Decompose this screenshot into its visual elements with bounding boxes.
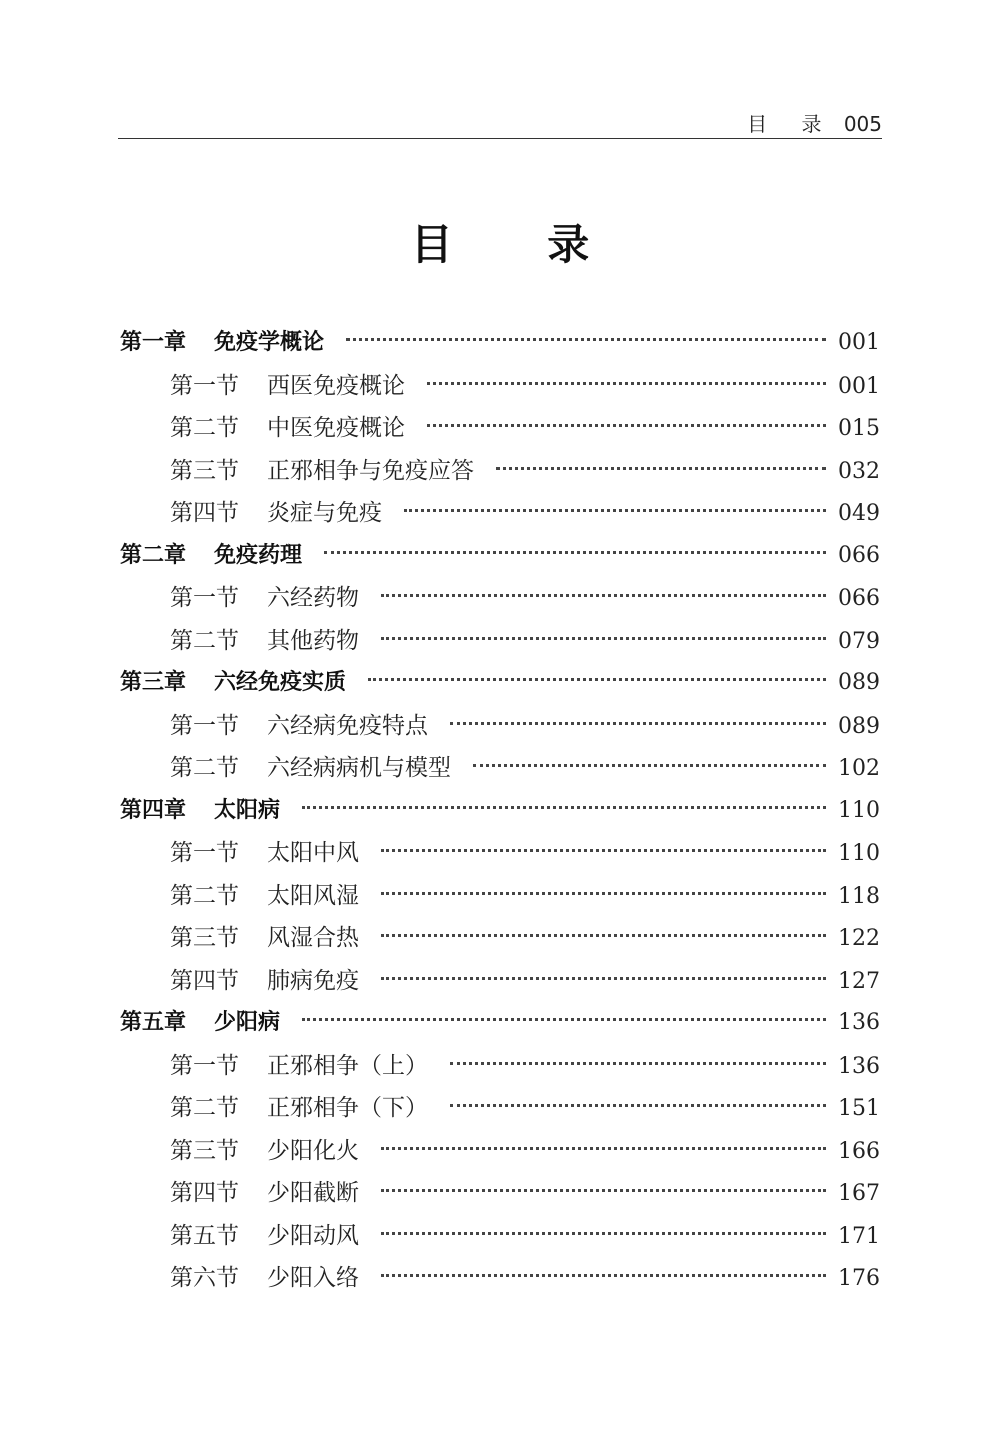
toc-chapter-entry[interactable] <box>120 662 880 705</box>
toc-chapter-entry[interactable] <box>120 790 880 833</box>
toc-page-number: 049 <box>838 501 880 526</box>
dot-leader <box>381 1147 826 1150</box>
toc-section-number: 第二节 <box>170 755 239 781</box>
dot-leader <box>381 934 826 937</box>
toc-page-number: 066 <box>838 586 880 611</box>
toc-chapter-title: 免疫学概论 <box>214 330 325 355</box>
toc-chapter-title: 六经免疫实质 <box>214 670 347 695</box>
toc-chapter-entry[interactable] <box>120 1002 880 1045</box>
dot-leader <box>381 637 826 640</box>
dot-leader <box>427 424 826 427</box>
toc-page-number: 032 <box>838 458 880 484</box>
toc-section-number: 第二节 <box>170 415 239 441</box>
page-title: 目 录 <box>410 220 630 269</box>
toc-section-entry[interactable] <box>120 747 880 790</box>
toc-chapter-entry[interactable] <box>120 535 880 578</box>
toc-section-number: 第一节 <box>170 585 239 611</box>
toc-section-number: 第一节 <box>170 712 239 739</box>
toc-section-number: 第四节 <box>170 1180 239 1206</box>
toc-section-entry[interactable] <box>120 917 880 960</box>
toc-section-title: 六经病病机与模型 <box>267 755 451 781</box>
toc-section-title: 正邪相争（上） <box>267 1052 428 1079</box>
toc-section-entry[interactable] <box>120 1087 880 1130</box>
toc-page-number: 136 <box>838 1010 880 1035</box>
toc-section-title: 少阳化火 <box>267 1137 359 1164</box>
toc-page-number: 176 <box>838 1266 880 1291</box>
toc-section-title: 少阳截断 <box>267 1180 359 1206</box>
dot-leader <box>404 509 826 512</box>
toc-page-number: 136 <box>838 1053 880 1079</box>
toc-section-title: 太阳中风 <box>267 840 359 866</box>
toc-section-entry[interactable] <box>120 1045 880 1088</box>
toc-section-entry[interactable] <box>120 407 880 450</box>
toc-section-number: 第一节 <box>170 372 239 399</box>
dot-leader <box>381 1189 826 1192</box>
toc-section-number: 第二节 <box>170 1095 239 1121</box>
running-header-title: 目 录 <box>747 112 836 136</box>
dot-leader <box>368 678 826 681</box>
toc-section-title: 太阳风湿 <box>267 882 359 909</box>
dot-leader <box>381 849 826 852</box>
toc-section-title: 中医免疫概论 <box>267 415 405 441</box>
toc-page-number: 118 <box>838 883 880 909</box>
toc-section-entry[interactable] <box>120 832 880 875</box>
dot-leader <box>302 1018 826 1021</box>
toc-section-number: 第五节 <box>170 1222 239 1249</box>
toc-page-number: 151 <box>838 1096 880 1121</box>
toc-page-number: 089 <box>838 713 880 739</box>
toc-section-number: 第三节 <box>170 1137 239 1164</box>
dot-leader <box>496 467 826 470</box>
toc-section-title: 少阳入络 <box>267 1265 359 1291</box>
toc-section-number: 第六节 <box>170 1265 239 1291</box>
toc-chapter-number: 第三章 <box>120 670 187 695</box>
toc-page-number: 001 <box>838 330 880 355</box>
dot-leader <box>346 338 826 341</box>
toc-chapter-entry[interactable] <box>120 322 880 365</box>
toc-section-title: 其他药物 <box>267 627 359 654</box>
dot-leader <box>473 764 826 767</box>
toc-section-title: 正邪相争与免疫应答 <box>267 457 474 484</box>
toc-section-number: 第四节 <box>170 967 239 994</box>
dot-leader <box>381 1232 826 1235</box>
toc-section-entry[interactable] <box>120 875 880 918</box>
toc-page-number: 166 <box>838 1138 880 1164</box>
toc-section-entry[interactable] <box>120 450 880 493</box>
toc-section-number: 第二节 <box>170 627 239 654</box>
toc-section-title: 六经病免疫特点 <box>267 712 428 739</box>
toc-section-entry[interactable] <box>120 705 880 748</box>
toc-section-number: 第四节 <box>170 500 239 526</box>
toc-section-entry[interactable] <box>120 1257 880 1300</box>
toc-section-title: 炎症与免疫 <box>267 500 382 526</box>
toc-section-title: 正邪相争（下） <box>267 1095 428 1121</box>
toc-section-entry[interactable] <box>120 620 880 663</box>
running-header <box>118 112 882 139</box>
toc-page-number: 102 <box>838 756 880 781</box>
toc-section-entry[interactable] <box>120 960 880 1003</box>
toc-section-entry[interactable] <box>120 365 880 408</box>
toc-section-number: 第一节 <box>170 840 239 866</box>
toc-chapter-number: 第四章 <box>120 797 187 823</box>
toc-section-title: 少阳动风 <box>267 1222 359 1249</box>
toc-section-entry[interactable] <box>120 1172 880 1215</box>
dot-leader <box>450 1104 826 1107</box>
toc-chapter-title: 太阳病 <box>214 797 281 823</box>
table-of-contents <box>120 322 880 1300</box>
toc-page-number: 110 <box>838 797 880 823</box>
toc-section-number: 第三节 <box>170 457 239 484</box>
toc-page-number: 171 <box>838 1223 880 1249</box>
dot-leader <box>302 806 826 809</box>
dot-leader <box>381 1274 826 1277</box>
toc-chapter-number: 第一章 <box>120 330 187 355</box>
toc-section-entry[interactable] <box>120 492 880 535</box>
toc-section-number: 第一节 <box>170 1052 239 1079</box>
running-header-page-number: 005 <box>843 112 882 136</box>
toc-section-title: 肺病免疫 <box>267 967 359 994</box>
toc-page-number: 066 <box>838 542 880 568</box>
toc-page-number: 015 <box>838 416 880 441</box>
toc-chapter-number: 第五章 <box>120 1010 187 1035</box>
toc-page-number: 089 <box>838 670 880 695</box>
toc-page-number: 127 <box>838 968 880 994</box>
dot-leader <box>381 594 826 597</box>
toc-page-number: 079 <box>838 628 880 654</box>
toc-section-title: 六经药物 <box>267 585 359 611</box>
toc-page-number: 001 <box>838 373 880 399</box>
toc-chapter-title: 免疫药理 <box>214 542 303 568</box>
toc-page-number: 110 <box>838 841 880 866</box>
dot-leader <box>324 551 826 554</box>
toc-chapter-number: 第二章 <box>120 542 187 568</box>
dot-leader <box>381 977 826 980</box>
toc-page-number: 122 <box>838 926 880 951</box>
toc-section-number: 第二节 <box>170 882 239 909</box>
toc-section-number: 第三节 <box>170 925 239 951</box>
dot-leader <box>450 722 826 725</box>
toc-page-number: 167 <box>838 1181 880 1206</box>
dot-leader <box>381 892 826 895</box>
toc-section-entry[interactable] <box>120 577 880 620</box>
dot-leader <box>427 382 826 385</box>
toc-section-entry[interactable] <box>120 1130 880 1173</box>
toc-section-entry[interactable] <box>120 1215 880 1258</box>
dot-leader <box>450 1062 826 1065</box>
toc-section-title: 风湿合热 <box>267 925 359 951</box>
toc-chapter-title: 少阳病 <box>214 1010 281 1035</box>
toc-section-title: 西医免疫概论 <box>267 372 405 399</box>
